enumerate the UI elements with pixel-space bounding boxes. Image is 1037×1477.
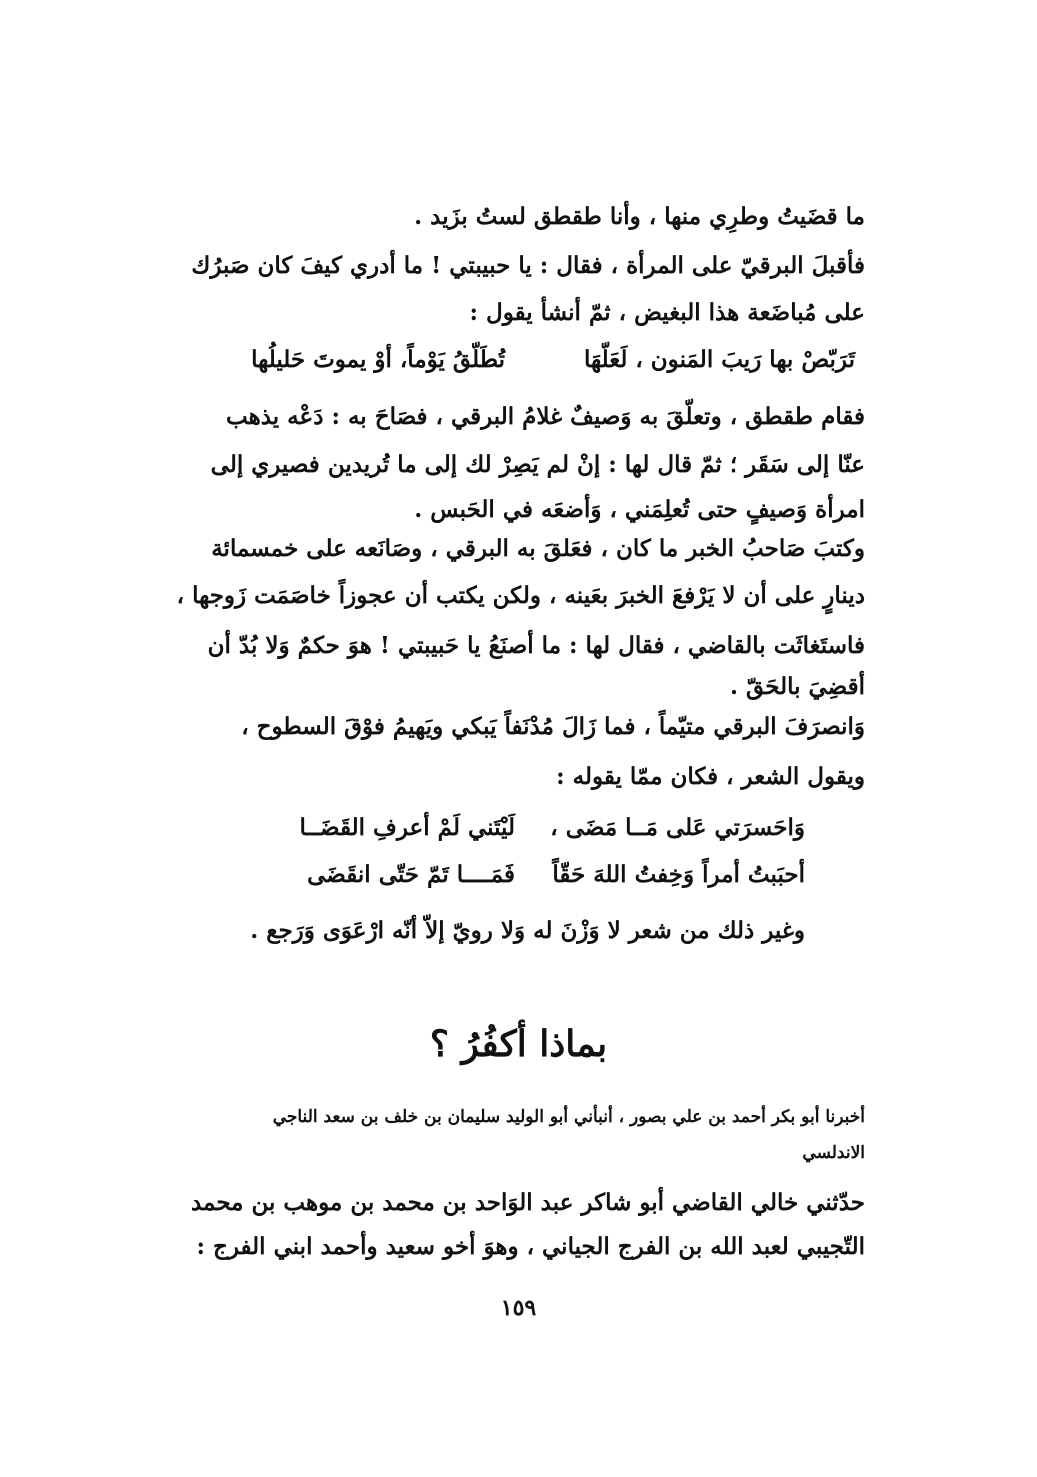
text-line-9: فاستَغاثَت بالقاضي ، فقال لها : ما أصنَعُ يا حَبيبتي ! هوَ حكمٌ وَلا بُدّ أن	[207, 632, 865, 659]
text-line-12: ويقول الشعر ، فكان ممّا يقوله :	[556, 763, 865, 790]
text-line-13: وغير ذلك من شعر لا وَزْنَ له وَلا رويّ إلاّ أنّه ارْعَوَى وَرَجع .	[250, 917, 805, 944]
verse-2-line-1-left-hemistich: لَيْتَني لَمْ أعرفِ القَضَــا	[299, 814, 515, 841]
text-line-4: فقام طقطق ، وتعلّقَ به وَصيفٌ غلامُ البرقي ، فصَاحَ به : دَعْه يذهب	[225, 403, 865, 430]
verse-2-line-1-right-hemistich: وَاحَسرَتي عَلى مَــا مَضَى ،	[550, 814, 805, 841]
verse-2-line-2-left-hemistich: فَمَــــا تَمّ حَتّى انقَضَى	[307, 861, 515, 888]
text-line-6: امرأة وَصيفٍ حتى تُعلِمَني ، وَأضعَه في الحَبس .	[414, 496, 865, 523]
verse-1-left-hemistich: تُطَلّقُ يَوْماً، أوْ يموتَ حَليلُها	[251, 346, 505, 373]
text-line-5: عنّا إلى سَقَر ؛ ثمّ قال لها : إنْ لم يَصِرْ لك إلى ما تُريدين فصيري إلى	[210, 451, 865, 478]
isnad-line-1: أخبرنا أبو بكر أحمد بن علي بصور ، أنبأني أبو الوليد سليمان بن خلف بن سعد الناجي	[272, 1107, 865, 1127]
text-line-15: التّجيبي لعبد الله بن الفرج الجياني ، وهوَ أخو سعيد وأحمد ابني الفرج :	[196, 1233, 865, 1260]
page-number: ١٥٩	[500, 1295, 537, 1321]
verse-1-right-hemistich: تَرَبّصْ بها رَيبَ المَنون ، لَعَلّهَا	[584, 346, 855, 373]
text-line-11: وَانصرَفَ البرقي متيّماً ، فما زَالَ مُدْنَفاً يَبكي ويَهيمُ فوْقَ السطوح ،	[241, 713, 865, 740]
text-line-14: حدّثني خالي القاضي أبو شاكر عبد الوَاحد بن محمد بن موهب بن محمد	[190, 1189, 865, 1216]
text-line-8: دينارٍ على أن لا يَرْفعَ الخبرَ بعَينه ، ولكن يكتب أن عجوزاً خاصَمَت زَوجها ،	[176, 582, 865, 609]
text-line-7: وكتبَ صَاحبُ الخبر ما كان ، فعَلقَ به البرقي ، وصَانَعه على خمسمائة	[211, 535, 865, 562]
text-line-1: ما قضَيتُ وطرِي منها ، وأنا طقطق لستُ بزَيد .	[414, 203, 865, 230]
isnad-line-2: الاندلسي	[802, 1143, 865, 1163]
text-line-3: على مُباضَعة هذا البغيض ، ثمّ أنشأ يقول :	[469, 299, 865, 326]
text-line-10: أقضِيَ بالحَقّ .	[730, 673, 865, 700]
text-line-2: فأقبلَ البرقيّ على المرأة ، فقال : يا حبيبتي ! ما أدري كيفَ كان صَبرُك	[191, 252, 865, 279]
section-title: بماذا أكفُرُ ؟	[429, 1023, 608, 1065]
verse-2-line-2-right-hemistich: أحبَبتُ أمراً وَخِفتُ اللهَ حَقّاً	[552, 861, 805, 888]
